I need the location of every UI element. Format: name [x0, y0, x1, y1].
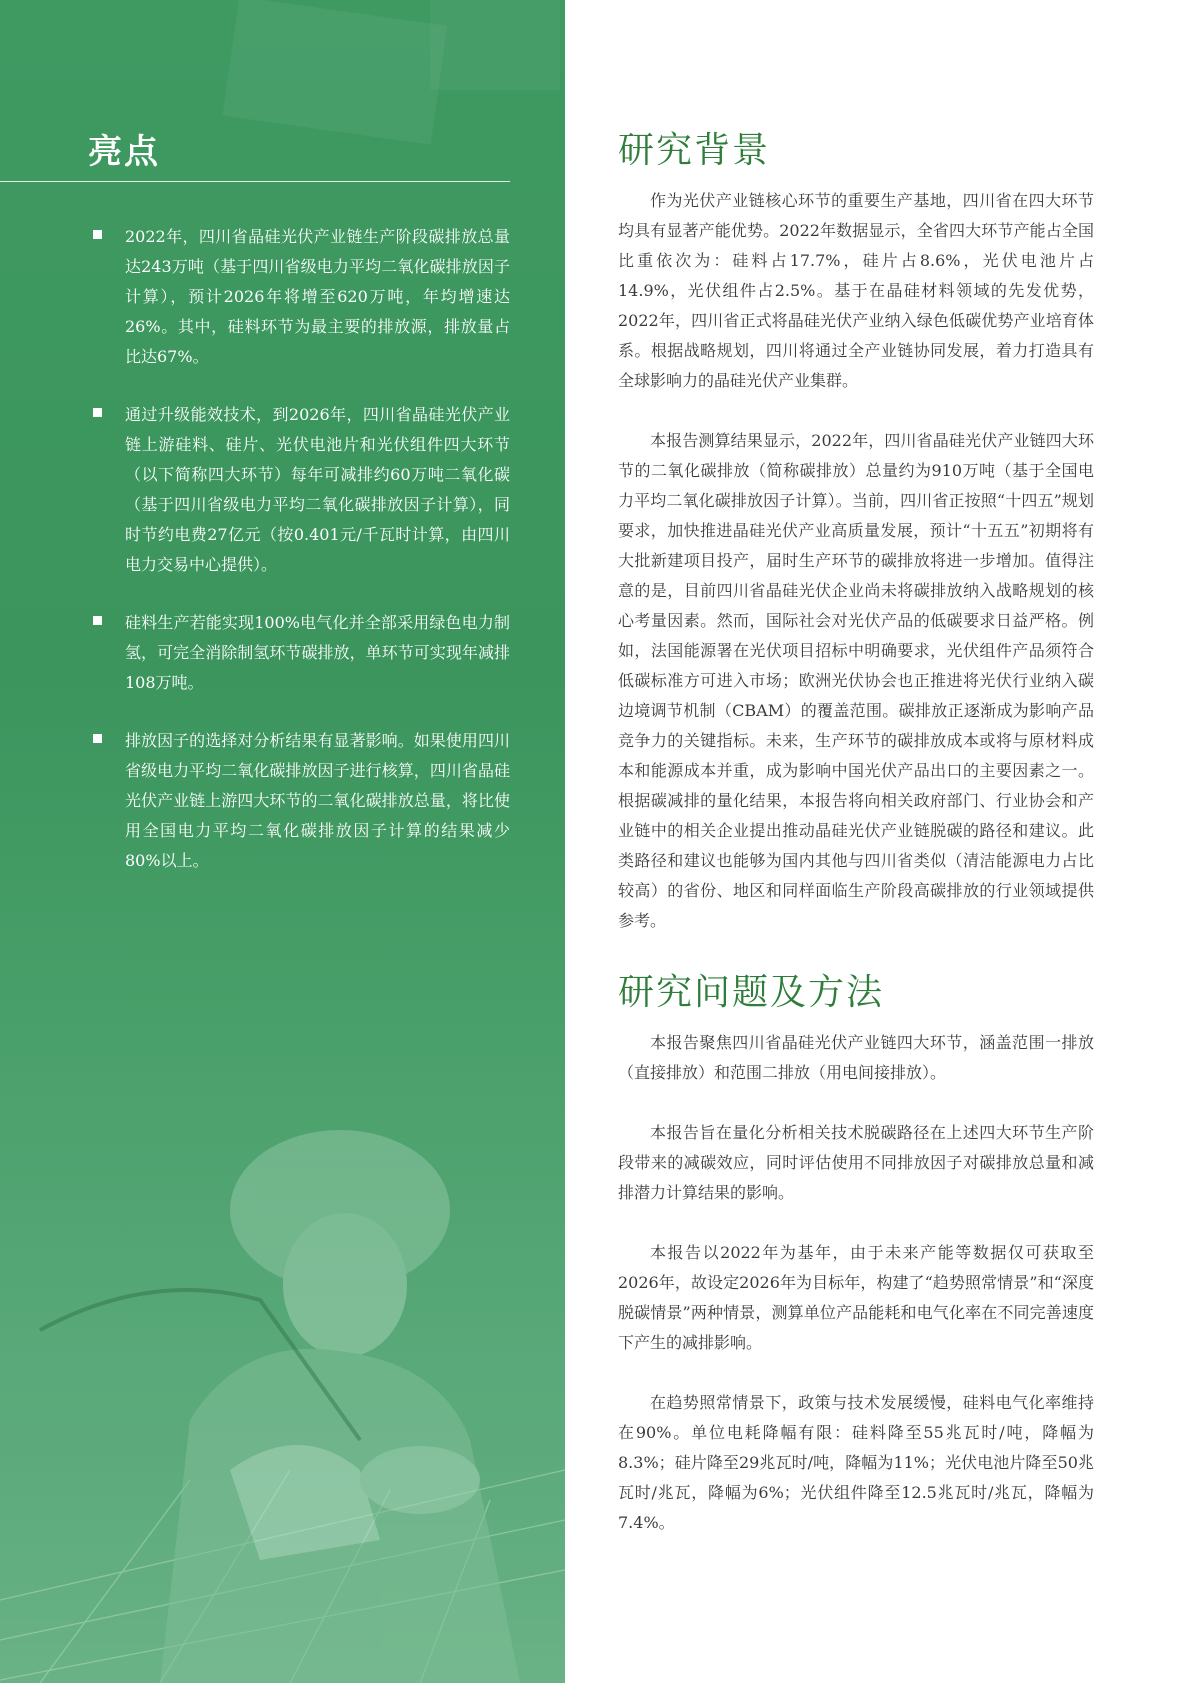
highlight-item	[88, 726, 510, 876]
highlight-text: 通过升级能效技术，到2026年，四川省晶硅光伏产业链上游硅料、硅片、光伏电池片和光伏组件四大环节（以下简称四大环节）每年可减排约60万吨二氧化碳（基于四川省级电力平均二氧化碳排放因子计算），同时节约电费27亿元（按0.401元/千瓦时计算，由四川电力交易中心提供）。	[125, 405, 510, 574]
methods-paragraph: 本报告旨在量化分析相关技术脱碳路径在上述四大环节生产阶段带来的减碳效应，同时评估使用不同排放因子对碳排放总量和减排潜力计算结果的影响。	[618, 1123, 1094, 1202]
background-section-title: 研究背景	[618, 130, 771, 171]
square-bullet-icon	[93, 616, 102, 625]
highlight-item	[88, 608, 510, 698]
highlights-panel	[0, 0, 565, 1683]
highlight-item	[88, 222, 510, 372]
highlight-text: 2022年，四川省晶硅光伏产业链生产阶段碳排放总量达243万吨（基于四川省级电力平均二氧化碳排放因子计算），预计2026年将增至620万吨，年均增速达26%。其中，硅料环节为最主要的排放源，排放量占比达67%。	[125, 227, 510, 366]
methods-paragraph: 在趋势照常情景下，政策与技术发展缓慢，硅料电气化率维持在90%。单位电耗降幅有限：硅料降至55兆瓦时/吨，降幅为8.3%；硅片降至29兆瓦时/吨，降幅为11%；光伏电池片降至50兆瓦时/兆瓦，降幅为6%；光伏组件降至12.5兆瓦时/兆瓦，降幅为7.4%。	[618, 1393, 1094, 1532]
highlight-text: 硅料生产若能实现100%电气化并全部采用绿色电力制氢，可完全消除制氢环节碳排放，单环节可实现年减排108万吨。	[125, 613, 510, 692]
highlights-list	[88, 222, 510, 904]
square-bullet-icon	[93, 734, 102, 743]
highlight-text: 排放因子的选择对分析结果有显著影响。如果使用四川省级电力平均二氧化碳排放因子进行核算，四川省晶硅光伏产业链上游四大环节的二氧化碳排放总量，将比使用全国电力平均二氧化碳排放因子计算的结果减少80%以上。	[125, 731, 510, 870]
highlight-item	[88, 400, 510, 580]
highlights-divider	[0, 181, 510, 182]
square-bullet-icon	[93, 408, 102, 417]
background-paragraph: 本报告测算结果显示，2022年，四川省晶硅光伏产业链四大环节的二氧化碳排放（简称碳排放）总量约为910万吨（基于全国电力平均二氧化碳排放因子计算）。当前，四川省正按照“十四五”规划要求，加快推进晶硅光伏产业高质量发展，预计“十五五”初期将有大批新建项目投产，届时生产环节的碳排放将进一步增加。值得注意的是，目前四川省晶硅光伏企业尚未将碳排放纳入战略规划的核心考量因素。然而，国际社会对光伏产品的低碳要求日益严格。例如，法国能源署在光伏项目招标中明确要求，光伏组件产品须符合低碳标准方可进入市场；欧洲光伏协会也正推进将光伏行业纳入碳边境调节机制（CBAM）的覆盖范围。碳排放正逐渐成为影响产品竞争力的关键指标。未来，生产环节的碳排放成本或将与原材料成本和能源成本并重，成为影响中国光伏产品出口的主要因素之一。根据碳减排的量化结果，本报告将向相关政府部门、行业协会和产业链中的相关企业提出推动晶硅光伏产业链脱碳的路径和建议。此类路径和建议也能够为国内其他与四川省类似（清洁能源电力占比较高）的省份、地区和同样面临生产阶段高碳排放的行业领域提供参考。	[618, 431, 1094, 930]
main-text-column	[618, 126, 1094, 1538]
highlights-title: 亮点	[88, 132, 160, 172]
background-paragraph: 作为光伏产业链核心环节的重要生产基地，四川省在四大环节均具有显著产能优势。2022年数据显示，全省四大环节产能占全国比重依次为：硅料占17.7%，硅片占8.6%，光伏电池片占14.9%，光伏组件占2.5%。基于在晶硅材料领域的先发优势，2022年，四川省正式将晶硅光伏产业纳入绿色低碳优势产业培育体系。根据战略规划，四川将通过全产业链协同发展，着力打造具有全球影响力的晶硅光伏产业集群。	[618, 191, 1094, 390]
square-bullet-icon	[93, 230, 102, 239]
methods-paragraph: 本报告聚焦四川省晶硅光伏产业链四大环节，涵盖范围一排放（直接排放）和范围二排放（用电间接排放）。	[618, 1033, 1094, 1082]
methods-paragraph: 本报告以2022年为基年，由于未来产能等数据仅可获取至2026年，故设定2026年为目标年，构建了“趋势照常情景”和“深度脱碳情景”两种情景，测算单位产品能耗和电气化率在不同完善速度下产生的减排影响。	[618, 1243, 1094, 1352]
methods-section-title: 研究问题及方法	[618, 972, 885, 1013]
